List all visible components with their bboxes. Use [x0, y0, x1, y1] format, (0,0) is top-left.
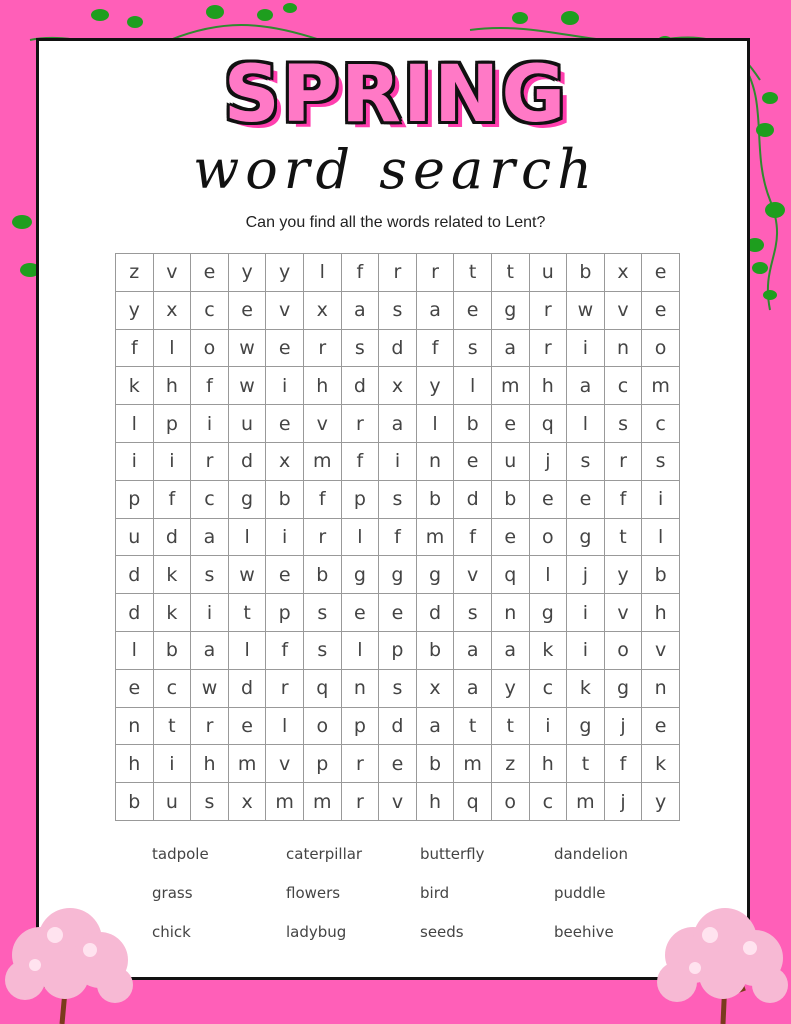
grid-cell[interactable]: c: [530, 783, 568, 821]
grid-cell[interactable]: e: [642, 708, 680, 746]
grid-cell[interactable]: l: [567, 405, 605, 443]
grid-cell[interactable]: b: [567, 254, 605, 292]
grid-cell[interactable]: v: [266, 745, 304, 783]
instructions-text: Can you find all the words related to Lent?: [245, 214, 546, 231]
word-list-item: caterpillar: [286, 845, 363, 863]
grid-cell[interactable]: g: [567, 519, 605, 557]
grid-cell[interactable]: f: [342, 254, 380, 292]
grid-cell[interactable]: e: [642, 292, 680, 330]
grid-cell[interactable]: u: [229, 405, 267, 443]
grid-cell[interactable]: p: [342, 708, 380, 746]
grid-cell[interactable]: j: [605, 783, 643, 821]
grid-cell[interactable]: b: [417, 632, 455, 670]
grid-cell[interactable]: d: [379, 330, 417, 368]
grid-cell[interactable]: a: [454, 670, 492, 708]
grid-cell[interactable]: j: [605, 708, 643, 746]
grid-cell[interactable]: x: [605, 254, 643, 292]
grid-cell[interactable]: y: [116, 292, 154, 330]
grid-cell[interactable]: i: [379, 443, 417, 481]
grid-cell[interactable]: x: [304, 292, 342, 330]
grid-cell[interactable]: e: [229, 708, 267, 746]
grid-cell[interactable]: p: [154, 405, 192, 443]
grid-cell[interactable]: i: [642, 481, 680, 519]
grid-cell[interactable]: l: [154, 330, 192, 368]
letter-grid: [115, 253, 680, 821]
word-list-item: beehive: [554, 923, 614, 941]
grid-cell[interactable]: t: [154, 708, 192, 746]
grid-cell[interactable]: d: [229, 670, 267, 708]
grid-cell[interactable]: a: [417, 292, 455, 330]
grid-cell[interactable]: l: [642, 519, 680, 557]
word-list-item: puddle: [554, 884, 606, 902]
grid-cell[interactable]: r: [191, 708, 229, 746]
grid-cell[interactable]: b: [417, 745, 455, 783]
grid-cell[interactable]: s: [379, 292, 417, 330]
grid-cell[interactable]: e: [116, 670, 154, 708]
grid-cell[interactable]: d: [379, 708, 417, 746]
grid-cell[interactable]: r: [605, 443, 643, 481]
grid-cell[interactable]: g: [229, 481, 267, 519]
grid-cell[interactable]: m: [304, 783, 342, 821]
grid-cell[interactable]: h: [116, 745, 154, 783]
grid-cell[interactable]: a: [492, 330, 530, 368]
grid-cell[interactable]: v: [379, 783, 417, 821]
grid-cell[interactable]: h: [642, 594, 680, 632]
grid-cell[interactable]: e: [492, 405, 530, 443]
grid-cell[interactable]: q: [492, 556, 530, 594]
grid-cell[interactable]: a: [191, 519, 229, 557]
grid-cell[interactable]: r: [342, 405, 380, 443]
grid-cell[interactable]: x: [417, 670, 455, 708]
grid-cell[interactable]: i: [567, 330, 605, 368]
grid-cell[interactable]: h: [191, 745, 229, 783]
grid-cell[interactable]: c: [191, 292, 229, 330]
grid-cell[interactable]: e: [266, 556, 304, 594]
grid-cell[interactable]: k: [530, 632, 568, 670]
grid-cell[interactable]: p: [266, 594, 304, 632]
grid-cell[interactable]: r: [191, 443, 229, 481]
grid-cell[interactable]: s: [342, 330, 380, 368]
grid-cell[interactable]: l: [417, 405, 455, 443]
grid-cell[interactable]: f: [266, 632, 304, 670]
grid-cell[interactable]: j: [567, 556, 605, 594]
grid-cell[interactable]: r: [266, 670, 304, 708]
grid-cell[interactable]: s: [304, 632, 342, 670]
grid-cell[interactable]: g: [492, 292, 530, 330]
grid-cell[interactable]: m: [492, 367, 530, 405]
grid-cell[interactable]: v: [266, 292, 304, 330]
grid-cell[interactable]: b: [417, 481, 455, 519]
grid-cell[interactable]: s: [642, 443, 680, 481]
grid-cell[interactable]: u: [154, 783, 192, 821]
grid-cell[interactable]: m: [304, 443, 342, 481]
grid-cell[interactable]: e: [266, 330, 304, 368]
grid-cell[interactable]: a: [492, 632, 530, 670]
grid-cell[interactable]: b: [266, 481, 304, 519]
grid-cell[interactable]: u: [116, 519, 154, 557]
grid-cell[interactable]: e: [642, 254, 680, 292]
grid-cell[interactable]: b: [154, 632, 192, 670]
grid-cell[interactable]: f: [191, 367, 229, 405]
grid-cell[interactable]: b: [116, 783, 154, 821]
grid-cell[interactable]: a: [567, 367, 605, 405]
grid-cell[interactable]: n: [642, 670, 680, 708]
word-list-item: flowers: [286, 884, 341, 902]
grid-cell[interactable]: h: [154, 367, 192, 405]
grid-cell[interactable]: s: [304, 594, 342, 632]
grid-cell[interactable]: r: [379, 254, 417, 292]
grid-cell[interactable]: g: [605, 670, 643, 708]
grid-cell[interactable]: a: [379, 405, 417, 443]
word-list-item: ladybug: [286, 923, 347, 941]
grid-cell[interactable]: e: [191, 254, 229, 292]
grid-cell[interactable]: y: [266, 254, 304, 292]
grid-cell[interactable]: f: [154, 481, 192, 519]
grid-cell[interactable]: z: [116, 254, 154, 292]
grid-cell[interactable]: e: [530, 481, 568, 519]
word-list-item: chick: [152, 923, 191, 941]
grid-cell[interactable]: c: [154, 670, 192, 708]
grid-cell[interactable]: f: [342, 443, 380, 481]
grid-cell[interactable]: r: [530, 330, 568, 368]
page-title: SPRING: [223, 50, 568, 140]
grid-cell[interactable]: f: [304, 481, 342, 519]
grid-cell[interactable]: h: [530, 367, 568, 405]
grid-cell[interactable]: s: [379, 670, 417, 708]
grid-cell[interactable]: l: [304, 254, 342, 292]
grid-cell[interactable]: l: [342, 519, 380, 557]
grid-cell[interactable]: d: [229, 443, 267, 481]
grid-cell[interactable]: i: [116, 443, 154, 481]
grid-cell[interactable]: y: [417, 367, 455, 405]
grid-cell[interactable]: h: [304, 367, 342, 405]
grid-cell[interactable]: l: [116, 632, 154, 670]
grid-cell[interactable]: e: [342, 594, 380, 632]
grid-cell[interactable]: s: [454, 330, 492, 368]
word-list-item: grass: [152, 884, 193, 902]
grid-cell[interactable]: k: [154, 594, 192, 632]
grid-cell[interactable]: d: [417, 594, 455, 632]
grid-cell[interactable]: w: [191, 670, 229, 708]
grid-cell[interactable]: a: [191, 632, 229, 670]
grid-cell[interactable]: e: [454, 292, 492, 330]
grid-cell[interactable]: t: [605, 519, 643, 557]
grid-cell[interactable]: m: [454, 745, 492, 783]
grid-cell[interactable]: t: [229, 594, 267, 632]
grid-cell[interactable]: i: [191, 594, 229, 632]
grid-cell[interactable]: i: [191, 405, 229, 443]
grid-cell[interactable]: a: [342, 292, 380, 330]
word-list-item: butterfly: [420, 845, 485, 863]
grid-cell[interactable]: i: [567, 632, 605, 670]
grid-cell[interactable]: i: [567, 594, 605, 632]
grid-cell[interactable]: l: [342, 632, 380, 670]
grid-cell[interactable]: w: [229, 330, 267, 368]
word-list-item: bird: [420, 884, 450, 902]
grid-cell[interactable]: i: [154, 443, 192, 481]
grid-cell[interactable]: b: [304, 556, 342, 594]
grid-cell[interactable]: c: [530, 670, 568, 708]
grid-cell[interactable]: w: [567, 292, 605, 330]
grid-cell[interactable]: c: [191, 481, 229, 519]
grid-cell[interactable]: n: [116, 708, 154, 746]
grid-cell[interactable]: p: [342, 481, 380, 519]
grid-cell[interactable]: t: [454, 708, 492, 746]
grid-cell[interactable]: x: [154, 292, 192, 330]
grid-cell[interactable]: a: [417, 708, 455, 746]
grid-cell[interactable]: q: [530, 405, 568, 443]
grid-cell[interactable]: d: [116, 594, 154, 632]
grid-cell[interactable]: w: [229, 556, 267, 594]
grid-cell[interactable]: l: [454, 367, 492, 405]
grid-cell[interactable]: p: [116, 481, 154, 519]
grid-cell[interactable]: l: [229, 632, 267, 670]
grid-cell[interactable]: l: [116, 405, 154, 443]
grid-cell[interactable]: y: [229, 254, 267, 292]
grid-cell[interactable]: i: [530, 708, 568, 746]
grid-cell[interactable]: q: [454, 783, 492, 821]
grid-cell[interactable]: k: [154, 556, 192, 594]
grid-cell[interactable]: f: [605, 745, 643, 783]
grid-cell[interactable]: e: [379, 745, 417, 783]
grid-cell[interactable]: c: [605, 367, 643, 405]
grid-cell[interactable]: f: [417, 330, 455, 368]
grid-cell[interactable]: h: [530, 745, 568, 783]
grid-cell[interactable]: v: [154, 254, 192, 292]
grid-cell[interactable]: v: [605, 292, 643, 330]
grid-cell[interactable]: g: [342, 556, 380, 594]
grid-cell[interactable]: e: [229, 292, 267, 330]
grid-cell[interactable]: q: [304, 670, 342, 708]
grid-cell[interactable]: o: [191, 330, 229, 368]
cherry-blossom-tree-left: [0, 900, 140, 1024]
grid-cell[interactable]: t: [492, 708, 530, 746]
grid-cell[interactable]: r: [304, 519, 342, 557]
grid-cell[interactable]: x: [229, 783, 267, 821]
grid-cell[interactable]: s: [379, 481, 417, 519]
grid-cell[interactable]: y: [492, 670, 530, 708]
grid-cell[interactable]: r: [304, 330, 342, 368]
grid-cell[interactable]: n: [342, 670, 380, 708]
grid-cell[interactable]: u: [530, 254, 568, 292]
grid-cell[interactable]: f: [116, 330, 154, 368]
grid-cell[interactable]: d: [154, 519, 192, 557]
grid-cell[interactable]: f: [605, 481, 643, 519]
grid-cell[interactable]: d: [454, 481, 492, 519]
grid-cell[interactable]: k: [116, 367, 154, 405]
page-subtitle: word search: [193, 138, 598, 201]
grid-cell[interactable]: k: [642, 745, 680, 783]
grid-cell[interactable]: x: [266, 443, 304, 481]
grid-cell[interactable]: g: [417, 556, 455, 594]
grid-cell[interactable]: e: [567, 481, 605, 519]
grid-cell[interactable]: p: [304, 745, 342, 783]
grid-cell[interactable]: r: [342, 745, 380, 783]
grid-cell[interactable]: i: [266, 367, 304, 405]
grid-cell[interactable]: k: [567, 670, 605, 708]
grid-cell[interactable]: x: [379, 367, 417, 405]
grid-cell[interactable]: y: [642, 783, 680, 821]
grid-cell[interactable]: g: [530, 594, 568, 632]
grid-cell[interactable]: z: [492, 745, 530, 783]
grid-cell[interactable]: n: [492, 594, 530, 632]
grid-cell[interactable]: l: [229, 519, 267, 557]
cherry-blossom-tree-right: [655, 900, 791, 1024]
grid-cell[interactable]: m: [642, 367, 680, 405]
grid-cell[interactable]: t: [492, 254, 530, 292]
grid-cell[interactable]: d: [342, 367, 380, 405]
grid-cell[interactable]: e: [454, 443, 492, 481]
grid-cell[interactable]: a: [454, 632, 492, 670]
grid-cell[interactable]: b: [642, 556, 680, 594]
grid-cell[interactable]: n: [605, 330, 643, 368]
grid-cell[interactable]: t: [567, 745, 605, 783]
grid-cell[interactable]: s: [191, 556, 229, 594]
grid-cell[interactable]: v: [605, 594, 643, 632]
grid-cell[interactable]: y: [605, 556, 643, 594]
grid-cell[interactable]: v: [642, 632, 680, 670]
grid-cell[interactable]: t: [454, 254, 492, 292]
grid-cell[interactable]: o: [605, 632, 643, 670]
grid-cell[interactable]: l: [266, 708, 304, 746]
grid-cell[interactable]: p: [379, 632, 417, 670]
word-list: [152, 845, 712, 962]
grid-cell[interactable]: o: [492, 783, 530, 821]
grid-cell[interactable]: j: [530, 443, 568, 481]
grid-cell[interactable]: m: [417, 519, 455, 557]
word-list-item: tadpole: [152, 845, 209, 863]
grid-cell[interactable]: w: [229, 367, 267, 405]
grid-cell[interactable]: e: [266, 405, 304, 443]
grid-cell[interactable]: g: [567, 708, 605, 746]
grid-cell[interactable]: v: [454, 556, 492, 594]
word-list-item: dandelion: [554, 845, 628, 863]
grid-cell[interactable]: s: [191, 783, 229, 821]
grid-cell[interactable]: c: [642, 405, 680, 443]
grid-cell[interactable]: o: [642, 330, 680, 368]
grid-cell[interactable]: r: [342, 783, 380, 821]
grid-cell[interactable]: o: [304, 708, 342, 746]
grid-cell[interactable]: m: [266, 783, 304, 821]
grid-cell[interactable]: r: [530, 292, 568, 330]
grid-cell[interactable]: s: [605, 405, 643, 443]
grid-cell[interactable]: v: [304, 405, 342, 443]
grid-cell[interactable]: s: [454, 594, 492, 632]
grid-cell[interactable]: m: [229, 745, 267, 783]
grid-cell[interactable]: h: [417, 783, 455, 821]
word-list-item: seeds: [420, 923, 464, 941]
grid-cell[interactable]: s: [567, 443, 605, 481]
grid-cell[interactable]: n: [417, 443, 455, 481]
grid-cell[interactable]: f: [379, 519, 417, 557]
grid-cell[interactable]: e: [492, 519, 530, 557]
grid-cell[interactable]: o: [530, 519, 568, 557]
grid-cell[interactable]: b: [492, 481, 530, 519]
grid-cell[interactable]: g: [379, 556, 417, 594]
grid-cell[interactable]: i: [154, 745, 192, 783]
grid-cell[interactable]: u: [492, 443, 530, 481]
grid-cell[interactable]: d: [116, 556, 154, 594]
grid-cell[interactable]: m: [567, 783, 605, 821]
grid-cell[interactable]: e: [379, 594, 417, 632]
grid-cell[interactable]: l: [530, 556, 568, 594]
grid-cell[interactable]: i: [266, 519, 304, 557]
grid-cell[interactable]: b: [454, 405, 492, 443]
grid-cell[interactable]: f: [454, 519, 492, 557]
grid-cell[interactable]: r: [417, 254, 455, 292]
